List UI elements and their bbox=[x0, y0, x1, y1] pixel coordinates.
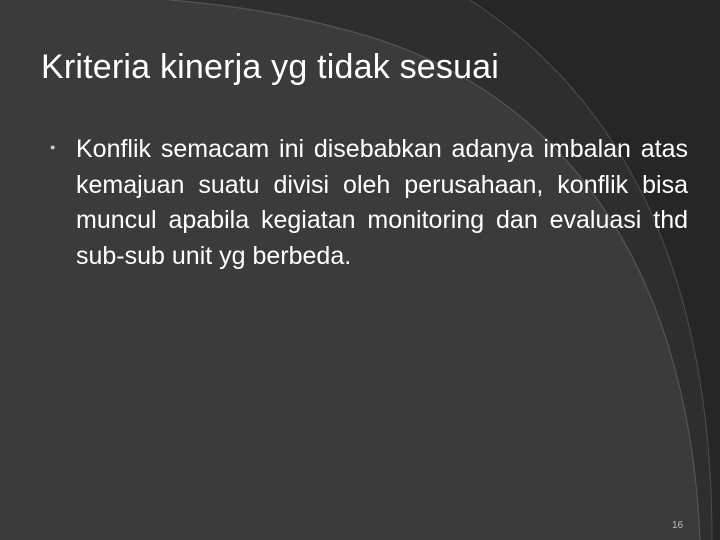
bullet-icon: ● bbox=[50, 142, 56, 152]
bullet-list bbox=[48, 132, 688, 274]
bullet-text: Konflik semacam ini disebabkan adanya imbalan atas kemajuan suatu divisi oleh perusahaan, konflik bisa muncul apabila kegiatan monitoring dan evaluasi thd sub-sub unit yg berbeda. bbox=[76, 135, 688, 270]
bullet-item bbox=[48, 132, 688, 274]
slide-title: Kriteria kinerja yg tidak sesuai bbox=[41, 48, 500, 86]
page-number: 16 bbox=[672, 520, 684, 531]
